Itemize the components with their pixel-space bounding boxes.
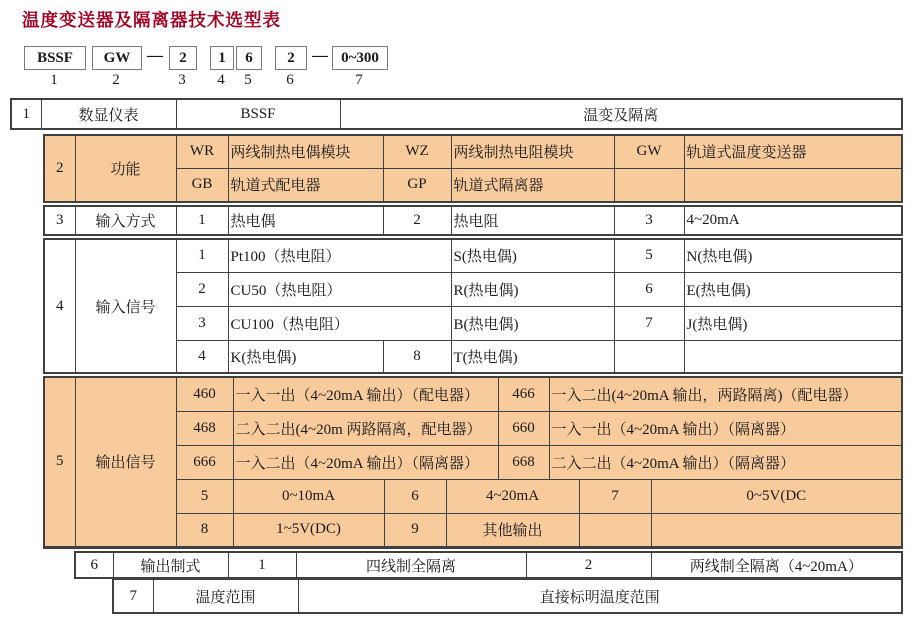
row3-table: [43, 205, 903, 236]
cell-code: 2: [526, 552, 651, 578]
table-row: [11, 99, 902, 129]
model-position-3: 3: [178, 72, 186, 88]
cell-num: 1: [11, 99, 41, 129]
row2-table: [43, 134, 903, 203]
cell-desc: 轨道式配电器: [228, 168, 383, 202]
model-box-range: 0~300: [332, 46, 388, 70]
cell-label: 功能: [75, 135, 176, 202]
cell-desc: K(热电偶): [228, 340, 383, 373]
cell-code: 3: [614, 206, 684, 235]
cell-desc: E(热电偶): [684, 272, 902, 306]
cell-desc: 4~20mA: [684, 206, 902, 235]
cell-label: 输出信号: [75, 377, 176, 547]
table-row: [113, 579, 902, 613]
cell-desc: B(热电偶): [451, 306, 614, 340]
cell-code: GB: [176, 168, 228, 202]
cell-code: WZ: [383, 135, 451, 168]
cell-desc: 轨道式隔离器: [451, 168, 614, 202]
cell-code: 4: [176, 340, 228, 373]
cell-code: 1: [176, 239, 228, 272]
model-dash-2: —: [312, 47, 328, 64]
cell-desc: 0~10mA: [233, 479, 384, 513]
model-box-gw: GW: [92, 46, 142, 70]
cell-code: 466: [498, 377, 549, 411]
cell-code: 5: [614, 239, 684, 272]
model-box-bssf: BSSF: [24, 46, 86, 70]
model-box-digit3: 2: [169, 46, 197, 70]
cell-label: 温度范围: [153, 579, 298, 613]
row7-table: [112, 578, 903, 614]
cell-code: 668: [498, 445, 549, 479]
cell-code: 460: [176, 377, 233, 411]
model-box-digit4: 1: [210, 46, 234, 70]
page-title: 温度变送器及隔离器技术选型表: [22, 10, 281, 30]
cell-desc: 二入二出(4~20m 两路隔离，配电器）: [233, 411, 498, 445]
cell-empty: [614, 168, 684, 202]
cell-desc: Pt100（热电阻）: [228, 239, 451, 272]
cell-desc: 直接标明温度范围: [298, 579, 902, 613]
cell-code: WR: [176, 135, 228, 168]
cell-desc: 两线制热电阻模块: [451, 135, 614, 168]
model-dash: —: [147, 47, 163, 64]
cell-desc: 温变及隔离: [340, 99, 902, 129]
table-row: [44, 377, 902, 411]
cell-desc: CU50（热电阻）: [228, 272, 451, 306]
model-position-7: 7: [355, 72, 363, 88]
cell-desc: 热电偶: [228, 206, 383, 235]
cell-code: 7: [579, 479, 651, 513]
cell-label: 输入信号: [75, 239, 176, 373]
cell-code: 2: [383, 206, 451, 235]
cell-code: GW: [614, 135, 684, 168]
row5-table: [43, 376, 903, 549]
cell-code: 6: [614, 272, 684, 306]
cell-code: 7: [614, 306, 684, 340]
cell-desc: 1~5V(DC): [233, 513, 384, 547]
cell-desc: 4~20mA: [446, 479, 579, 513]
cell-desc: 其他输出: [446, 513, 579, 547]
cell-code: 3: [176, 306, 228, 340]
cell-empty: [651, 513, 902, 547]
row4-table: [43, 238, 903, 374]
cell-num: 4: [44, 239, 75, 373]
table-row: [44, 135, 902, 168]
cell-code: 8: [176, 513, 233, 547]
cell-code: GP: [383, 168, 451, 202]
model-box-digit6: 2: [275, 46, 307, 70]
cell-desc: 一入一出（4~20mA 输出）（隔离器）: [549, 411, 902, 445]
cell-num: 2: [44, 135, 75, 202]
cell-desc: 热电阻: [451, 206, 614, 235]
cell-empty: [684, 340, 902, 373]
cell-desc: 四线制全隔离: [296, 552, 526, 578]
cell-code: 6: [384, 479, 446, 513]
cell-code: 660: [498, 411, 549, 445]
cell-desc: 两线制热电偶模块: [228, 135, 383, 168]
table-row: [75, 552, 902, 578]
cell-desc: J(热电偶): [684, 306, 902, 340]
table-row: [44, 206, 902, 235]
model-position-5: 5: [244, 72, 252, 88]
cell-num: 5: [44, 377, 75, 547]
model-position-1: 1: [50, 72, 58, 88]
cell-num: 3: [44, 206, 75, 235]
model-box-digit5: 6: [236, 46, 262, 70]
cell-label: 输入方式: [75, 206, 176, 235]
cell-desc: 二入二出（4~20mA 输出）（隔离器）: [549, 445, 902, 479]
cell-code: 1: [228, 552, 296, 578]
cell-code: 9: [384, 513, 446, 547]
cell-desc: 0~5V(DC: [651, 479, 902, 513]
model-position-2: 2: [112, 72, 120, 88]
cell-label: 数显仪表: [41, 99, 176, 129]
model-position-4: 4: [217, 72, 225, 88]
table-row: [44, 239, 902, 272]
cell-desc: 轨道式温度变送器: [684, 135, 902, 168]
cell-desc: 一入一出（4~20mA 输出）（配电器）: [233, 377, 498, 411]
cell-num: 7: [113, 579, 153, 613]
cell-empty: [579, 513, 651, 547]
cell-desc: 一入二出（4~20mA 输出）（隔离器）: [233, 445, 498, 479]
cell-code: 1: [176, 206, 228, 235]
cell-desc: N(热电偶): [684, 239, 902, 272]
cell-code: 468: [176, 411, 233, 445]
cell-code: 8: [383, 340, 451, 373]
cell-desc: CU100（热电阻）: [228, 306, 451, 340]
cell-desc: T(热电偶): [451, 340, 614, 373]
cell-desc: R(热电偶): [451, 272, 614, 306]
cell-code: 2: [176, 272, 228, 306]
cell-code: 666: [176, 445, 233, 479]
cell-code: 5: [176, 479, 233, 513]
model-position-6: 6: [286, 72, 294, 88]
row1-table: [10, 98, 903, 130]
cell-label: 输出制式: [113, 552, 228, 578]
row6-table: [74, 551, 903, 579]
cell-desc: S(热电偶): [451, 239, 614, 272]
cell-empty: [614, 340, 684, 373]
cell-empty: [684, 168, 902, 202]
cell-code: BSSF: [176, 99, 340, 129]
cell-desc: 一入二出(4~20mA 输出，两路隔离)（配电器）: [549, 377, 902, 411]
cell-num: 6: [75, 552, 113, 578]
cell-desc: 两线制全隔离（4~20mA）: [651, 552, 902, 578]
